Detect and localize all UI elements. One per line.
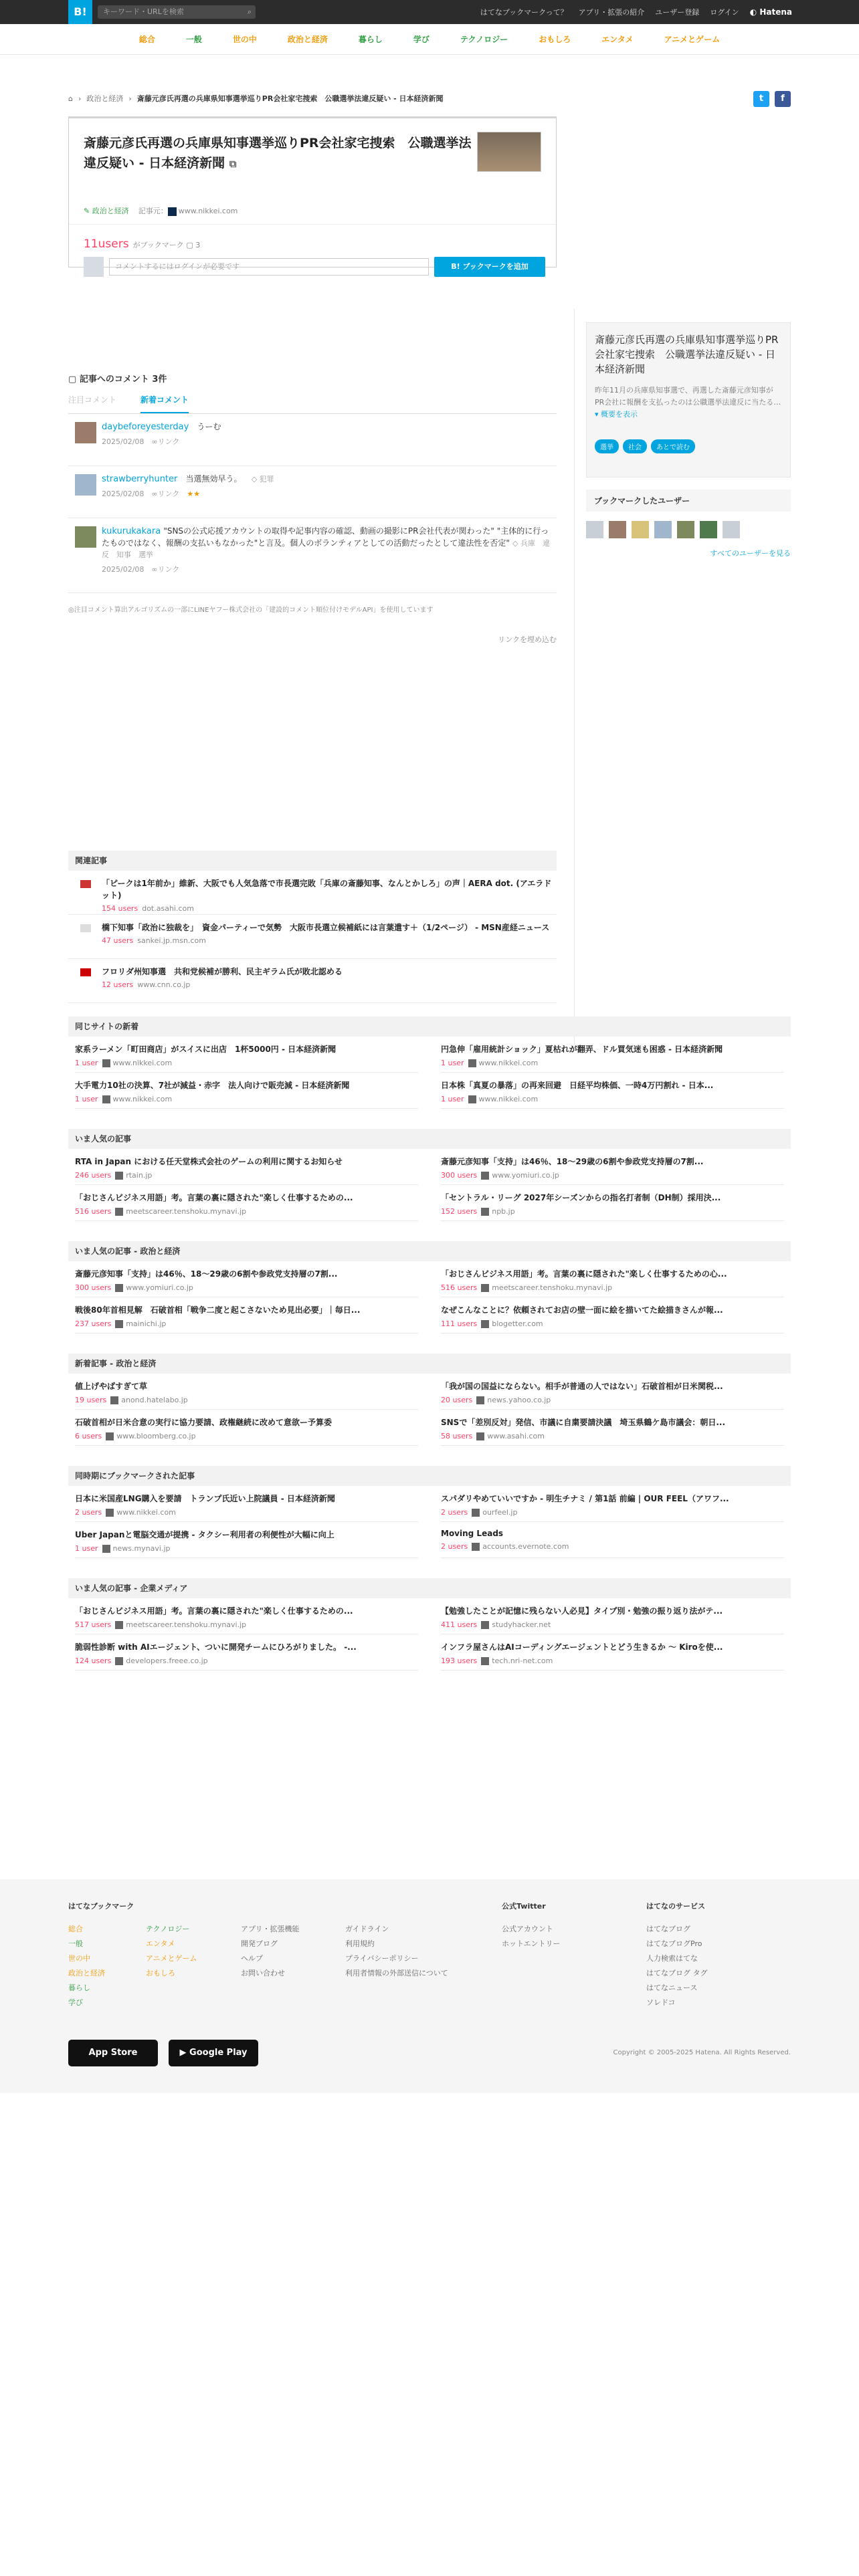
footer-link[interactable]: 公式アカウント bbox=[502, 1925, 553, 1933]
list-item[interactable] bbox=[441, 1185, 784, 1221]
about-link[interactable]: はてなブックマークって？ bbox=[480, 8, 568, 17]
add-bookmark-button[interactable]: B! ブックマークを追加 bbox=[434, 257, 545, 277]
entry-card bbox=[68, 116, 557, 271]
top-navbar bbox=[0, 0, 859, 24]
domain[interactable]: www.nikkei.com bbox=[112, 1059, 173, 1067]
list-item[interactable] bbox=[441, 1073, 784, 1109]
domain[interactable]: ourfeel.jp bbox=[482, 1508, 518, 1517]
sidebar-entry-title[interactable]: 斎藤元彦氏再選の兵庫県知事選挙巡りPR会社家宅捜索 公職選挙法違反疑い - 日本経済新聞 bbox=[595, 334, 779, 375]
avatar[interactable] bbox=[586, 521, 603, 538]
domain[interactable]: blogetter.com bbox=[492, 1319, 543, 1328]
site-favicon-icon bbox=[472, 1543, 480, 1551]
domain[interactable]: meetscareer.tenshoku.mynavi.jp bbox=[126, 1207, 247, 1216]
footer-link[interactable]: エンタメ bbox=[146, 1939, 175, 1948]
tab-ippan[interactable]: 一般 bbox=[185, 35, 202, 44]
site-favicon-icon bbox=[468, 1059, 476, 1067]
users-count[interactable]: 58 users bbox=[441, 1432, 473, 1440]
footer-link[interactable]: テクノロジー bbox=[146, 1925, 190, 1933]
list-item[interactable] bbox=[75, 1037, 418, 1073]
domain[interactable]: anond.hatelabo.jp bbox=[121, 1396, 188, 1404]
google-play-badge[interactable]: ▶ Google Play bbox=[169, 2040, 258, 2066]
comment-user[interactable]: strawberryhunter bbox=[102, 474, 178, 484]
list-item[interactable] bbox=[75, 1149, 418, 1185]
entry-category[interactable]: ✎ 政治と経済 bbox=[84, 207, 129, 215]
users-count[interactable]: 300 users bbox=[441, 1171, 478, 1180]
list-item-title[interactable]: 戦後80年首相見解 石破首相「戦争二度と起こさないため見出必要」｜毎日... bbox=[75, 1305, 361, 1315]
footer bbox=[0, 1879, 859, 2093]
search-input[interactable]: キーワード・URLを検索 ⌕ bbox=[98, 5, 256, 19]
domain[interactable]: www.yomiuri.co.jp bbox=[492, 1171, 559, 1180]
site-favicon-icon bbox=[115, 1621, 123, 1629]
footer-link[interactable]: 開発ブログ bbox=[241, 1939, 278, 1948]
footer-link[interactable]: ソレドコ bbox=[646, 1998, 676, 2007]
domain[interactable]: meetscareer.tenshoku.mynavi.jp bbox=[126, 1620, 247, 1629]
avatar[interactable] bbox=[632, 521, 649, 538]
article-blocks bbox=[68, 1016, 791, 1691]
list-item-title[interactable]: 値上げやばすぎて草 bbox=[75, 1382, 148, 1391]
list-item[interactable]: 橋下知事「政治に独裁を」 資金パーティーで気勢 大阪市長選立候補紙には言葉遣す＋（1/2ページ） - MSN産経ニュース 47 users sankei.jp.msn.com bbox=[68, 915, 557, 959]
users-count[interactable]: 124 users bbox=[75, 1656, 112, 1665]
article-block bbox=[68, 1578, 791, 1671]
users-count[interactable]: 2 users bbox=[75, 1508, 102, 1517]
sidebar-entry-summary bbox=[586, 322, 791, 477]
block-header: いま人気の記事 - 政治と経済 bbox=[68, 1241, 791, 1261]
users-count[interactable]: 2 users bbox=[441, 1542, 468, 1551]
list-item-title[interactable]: Uber Japanと電脳交通が提携 - タクシー利用者の利便性が大幅に向上 bbox=[75, 1530, 335, 1539]
domain[interactable]: www.nikkei.com bbox=[478, 1059, 539, 1067]
site-favicon-icon bbox=[476, 1432, 484, 1440]
users-count[interactable]: 246 users bbox=[75, 1171, 112, 1180]
footer-header: はてなのサービス bbox=[646, 1902, 705, 1911]
users-count[interactable]: 1 user bbox=[75, 1059, 98, 1067]
link-icon[interactable]: ∞ bbox=[151, 565, 158, 574]
breadcrumb-section[interactable]: 政治と経済 bbox=[86, 94, 124, 103]
block-header: いま人気の記事 bbox=[68, 1129, 791, 1149]
list-item-title[interactable]: 斎藤元彦知事「支持」は46％、18～29歳の6割や参政党支持層の7割... bbox=[75, 1269, 338, 1279]
list-item[interactable] bbox=[441, 1261, 784, 1297]
site-favicon-icon bbox=[468, 1095, 476, 1103]
comment-tag[interactable]: ◇ 犯罪 bbox=[251, 475, 274, 484]
domain[interactable]: www.yomiuri.co.jp bbox=[126, 1283, 193, 1292]
footer-link[interactable]: 人力検索はてな bbox=[646, 1954, 698, 1963]
users-count[interactable]: 516 users bbox=[75, 1207, 112, 1216]
apps-link[interactable]: アプリ・拡張の紹介 bbox=[578, 8, 645, 17]
domain[interactable]: tech.nri-net.com bbox=[492, 1656, 553, 1665]
facebook-share-icon[interactable]: f bbox=[775, 91, 791, 107]
link-icon[interactable]: ∞ bbox=[151, 437, 158, 446]
domain[interactable]: www.bloomberg.co.jp bbox=[116, 1432, 196, 1440]
block-header: 同時期にブックマークされた記事 bbox=[68, 1466, 791, 1486]
tab-society[interactable]: 世の中 bbox=[232, 35, 257, 44]
tab-politics[interactable]: 政治と経済 bbox=[287, 35, 328, 44]
list-item-title[interactable]: 石破首相が日米合意の実行に協力要請、政権継続に改めて意欲ー予算委 bbox=[75, 1418, 332, 1427]
footer-header: はてなブックマーク bbox=[68, 1902, 134, 1911]
comment-tag[interactable]: ◇ 兵庫 違反 知事 選挙 bbox=[102, 539, 550, 559]
list-item[interactable] bbox=[75, 1634, 418, 1671]
footer-link[interactable]: ヘルプ bbox=[241, 1954, 263, 1963]
tab-general[interactable]: 総合 bbox=[138, 35, 155, 44]
list-item-title[interactable]: 大手電力10社の決算、7社が減益・赤字 法人向けで販売減 - 日本経済新聞 bbox=[75, 1081, 350, 1090]
list-item[interactable] bbox=[441, 1410, 784, 1446]
users-count[interactable]: 300 users bbox=[75, 1283, 112, 1292]
bookmarked-users-header: ブックマークしたユーザー bbox=[586, 490, 791, 512]
tab-new-comments[interactable]: 新着コメント bbox=[140, 394, 189, 413]
comment-input[interactable]: コメントするにはログインが必要です bbox=[109, 258, 429, 276]
list-item[interactable] bbox=[75, 1374, 418, 1410]
site-favicon-icon bbox=[115, 1657, 123, 1665]
domain[interactable]: www.nikkei.com bbox=[116, 1508, 176, 1517]
footer-link[interactable]: アプリ・拡張機能 bbox=[241, 1925, 300, 1933]
domain[interactable]: mainichi.jp bbox=[126, 1319, 167, 1328]
comments-section bbox=[68, 372, 557, 645]
site-favicon-icon bbox=[481, 1657, 489, 1665]
site-favicon-icon bbox=[106, 1432, 114, 1440]
tag-badge[interactable]: 選挙 bbox=[595, 439, 619, 453]
domain[interactable]: developers.freee.co.jp bbox=[126, 1656, 208, 1665]
related-articles bbox=[68, 851, 557, 1003]
users-count[interactable]: 20 users bbox=[441, 1396, 473, 1404]
site-favicon-icon bbox=[472, 1509, 480, 1517]
list-item[interactable] bbox=[441, 1598, 784, 1634]
footer-link[interactable]: 利用者情報の外部送信について bbox=[345, 1969, 448, 1977]
list-item[interactable]: 「ピークは1年前か」維新、大阪でも人気急落で市長選完敗「兵庫の斎藤知事、なんとかしろ」の声｜AERA dot. (アエラドット) 154 users dot.asahi.com bbox=[68, 871, 557, 915]
site-favicon-icon bbox=[481, 1208, 489, 1216]
footer-link[interactable]: 利用規約 bbox=[345, 1939, 375, 1948]
domain[interactable]: news.yahoo.co.jp bbox=[487, 1396, 551, 1404]
article-block bbox=[68, 1354, 791, 1446]
footer-header: 公式Twitter bbox=[502, 1902, 546, 1911]
show-summary-link[interactable]: ▾ 概要を表示 bbox=[595, 410, 638, 419]
footer-link[interactable]: はてなニュース bbox=[646, 1983, 698, 1992]
site-favicon-icon bbox=[115, 1172, 123, 1180]
site-favicon-icon bbox=[481, 1172, 489, 1180]
tag-badge[interactable]: あとで読む bbox=[651, 439, 695, 453]
comments-header: ▢ 記事へのコメント 3件 bbox=[68, 374, 167, 385]
list-item[interactable] bbox=[75, 1486, 418, 1522]
sidebar-entry-desc: 昨年11月の兵庫県知事選で、再選した斎藤元彦知事がPR会社に報酬を支払ったのは公職選挙法違反に当たる… ▾ 概要を表示 bbox=[595, 386, 781, 419]
domain[interactable]: news.mynavi.jp bbox=[112, 1544, 171, 1553]
users-count[interactable]: 193 users bbox=[441, 1656, 478, 1665]
tab-entame[interactable]: エンタメ bbox=[601, 35, 634, 44]
hatena-brand-link[interactable]: ◐ Hatena bbox=[749, 7, 792, 17]
list-item-title[interactable]: 【勉強したことが記憶に残らない人必見】タイプ別・勉強の振り返り法がテ... bbox=[441, 1606, 723, 1616]
list-item-title[interactable]: 脆弱性診断 with AIエージェント、ついに開発チームにひろがりました。 -... bbox=[75, 1642, 357, 1652]
list-item-title[interactable]: 「セントラル・リーグ 2027年シーズンからの指名打者制（DH制）採用決... bbox=[441, 1193, 721, 1202]
domain[interactable]: www.nikkei.com bbox=[112, 1095, 173, 1103]
site-favicon-icon bbox=[80, 924, 91, 932]
avatar bbox=[84, 257, 104, 277]
star-rating[interactable]: ★★ bbox=[187, 490, 201, 498]
sidebar bbox=[586, 322, 791, 558]
list-item[interactable] bbox=[441, 1374, 784, 1410]
domain[interactable]: studyhacker.net bbox=[492, 1620, 551, 1629]
site-favicon-icon bbox=[102, 1095, 110, 1103]
domain[interactable]: www.nikkei.com bbox=[478, 1095, 539, 1103]
list-item[interactable] bbox=[75, 1073, 418, 1109]
footer-link[interactable]: 政治と経済 bbox=[68, 1969, 105, 1977]
site-favicon-icon bbox=[110, 1396, 118, 1404]
list-item-title[interactable]: インフラ屋さんはAIコーディングエージェントとどう生きるか ～ Kiroを使... bbox=[441, 1642, 723, 1652]
comment-item: kukurukakara "SNSの公式応援アカウントの取得や記事内容の確認、動画の撮影にPR会社代表が関わった" "主体的に行ったものではなく、報酬の支払いもなかった"と言及。個人のボランティアとしての活動だったとして違法性を否定" ◇ 兵庫 違反 知事 選挙 2025/02/08 ∞リンク bbox=[68, 518, 557, 593]
entry-title[interactable]: 斎藤元彦氏再選の兵庫県知事選挙巡りPR会社家宅捜索 公職選挙法違反疑い - 日本経済新聞 ⧉ bbox=[84, 136, 472, 171]
source-label: 記事元： bbox=[138, 207, 168, 215]
list-item-title[interactable]: 日本に米国産LNG購入を要請 トランプ氏近い上院議員 - 日本経済新聞 bbox=[75, 1494, 335, 1503]
link-icon[interactable]: ∞ bbox=[151, 490, 158, 498]
list-item-title[interactable]: 家系ラーメン「町田商店」がスイスに出店 1杯5000円 - 日本経済新聞 bbox=[75, 1045, 337, 1054]
footer-link[interactable]: 総合 bbox=[68, 1925, 83, 1933]
nikkei-favicon-icon bbox=[168, 207, 177, 216]
list-item[interactable] bbox=[75, 1297, 418, 1333]
avatar[interactable] bbox=[700, 521, 717, 538]
footer-link[interactable]: はてなブログ タグ bbox=[646, 1969, 708, 1977]
site-favicon-icon bbox=[476, 1396, 484, 1404]
footer-link[interactable]: アニメとゲーム bbox=[146, 1954, 197, 1963]
footer-link[interactable]: おもしろ bbox=[146, 1969, 175, 1977]
list-item[interactable] bbox=[75, 1410, 418, 1446]
twitter-share-icon[interactable]: t bbox=[753, 91, 769, 107]
footer-link[interactable]: 学び bbox=[68, 1998, 83, 2007]
app-store-badge[interactable]: App Store bbox=[68, 2040, 158, 2066]
avatar[interactable] bbox=[75, 526, 96, 548]
list-item-title[interactable]: 斎藤元彦知事「支持」は46％、18～29歳の6割や参政党支持層の7割... bbox=[441, 1157, 704, 1166]
article-block bbox=[68, 1466, 791, 1558]
block-header: 新着記事 - 政治と経済 bbox=[68, 1354, 791, 1374]
list-item-title[interactable]: 「おじさんビジネス用語」考。言葉の裏に隠された"楽しく仕事するための心... bbox=[441, 1269, 727, 1279]
site-favicon-icon bbox=[106, 1509, 114, 1517]
related-header: 関連記事 bbox=[68, 851, 557, 871]
users-count[interactable]: 1 user bbox=[75, 1095, 98, 1103]
avatar[interactable] bbox=[75, 422, 96, 443]
list-item-title[interactable]: 円急伸「雇用統計ショック」夏枯れが翻弄、ドル買気迷も困惑 - 日本経済新聞 bbox=[441, 1045, 723, 1054]
breadcrumb-current: 斎藤元彦氏再選の兵庫県知事選挙巡りPR会社家宅捜索 公職選挙法違反疑い - 日本経済新聞 bbox=[136, 94, 444, 103]
tab-fun[interactable]: おもしろ bbox=[539, 35, 571, 44]
tab-learn[interactable]: 学び bbox=[413, 35, 430, 44]
domain[interactable]: accounts.evernote.com bbox=[482, 1542, 569, 1551]
list-item-title[interactable]: 「我が国の国益にならない。相手が普通の人ではない」石破首相が日米関税... bbox=[441, 1382, 723, 1391]
users-count[interactable]: 237 users bbox=[75, 1319, 112, 1328]
block-header: 同じサイトの新着 bbox=[68, 1016, 791, 1037]
comment-body: うーむ bbox=[197, 422, 221, 431]
list-item[interactable] bbox=[75, 1598, 418, 1634]
list-item-title[interactable]: SNSで「差別反対」発信、市議に自粛要請決議 埼玉県鶴ケ島市議会：朝日... bbox=[441, 1418, 726, 1427]
comment-user[interactable]: daybeforeyesterday bbox=[102, 422, 189, 432]
list-item[interactable] bbox=[75, 1522, 418, 1558]
list-item[interactable]: フロリダ州知事選 共和党候補が勝利、民主ギラム氏が敗北認める 12 users www.cnn.co.jp bbox=[68, 959, 557, 1003]
comment-user[interactable]: kukurukakara bbox=[102, 526, 161, 536]
list-item-title[interactable]: 「おじさんビジネス用語」考。言葉の裏に隠された"楽しく仕事するための... bbox=[75, 1606, 353, 1616]
embed-link[interactable]: リンクを埋め込む bbox=[498, 635, 557, 644]
home-icon[interactable]: ⌂ bbox=[68, 94, 73, 103]
bookmark-users-count[interactable]: 11users がブックマーク ▢ 3 bbox=[84, 237, 201, 251]
tag-badge[interactable]: 社会 bbox=[623, 439, 647, 453]
category-nav bbox=[0, 24, 859, 55]
breadcrumb: ⌂ › 政治と経済 › 斎藤元彦氏再選の兵庫県知事選挙巡りPR会社家宅捜索 公職選挙法違反疑い - 日本経済新聞 t f bbox=[68, 91, 791, 106]
domain[interactable]: www.asahi.com bbox=[487, 1432, 545, 1440]
list-item[interactable] bbox=[441, 1634, 784, 1671]
list-item[interactable] bbox=[441, 1486, 784, 1522]
users-count[interactable]: 2 users bbox=[441, 1508, 468, 1517]
entry-thumbnail[interactable] bbox=[477, 132, 541, 172]
domain[interactable]: rtain.jp bbox=[126, 1171, 153, 1180]
list-item[interactable] bbox=[75, 1185, 418, 1221]
article-block bbox=[68, 1016, 791, 1109]
footer-link[interactable]: プライバシーポリシー bbox=[345, 1954, 419, 1963]
block-header: いま人気の記事 - 企業メディア bbox=[68, 1578, 791, 1598]
users-count[interactable]: 1 user bbox=[441, 1095, 464, 1103]
comment-item: strawberryhunter 当選無効早う。 ◇ 犯罪 2025/02/08 ∞リンク ★★ bbox=[68, 466, 557, 518]
footer-link[interactable]: ホットエントリー bbox=[502, 1939, 561, 1948]
users-count[interactable]: 19 users bbox=[75, 1396, 107, 1404]
external-link-icon[interactable]: ⧉ bbox=[229, 158, 237, 170]
list-item[interactable] bbox=[75, 1261, 418, 1297]
footer-link[interactable]: お問い合わせ bbox=[241, 1969, 285, 1977]
list-item-title[interactable]: Moving Leads bbox=[441, 1529, 504, 1538]
domain[interactable]: meetscareer.tenshoku.mynavi.jp bbox=[492, 1283, 613, 1292]
copyright: Copyright © 2005-2025 Hatena. All Rights Reserved. bbox=[613, 2049, 791, 2056]
algorithm-note: ◎注目コメント算出アルゴリズムの一部にLINEヤフー株式会社の「建設的コメント順位付けモデルAPI」を使用しています bbox=[68, 607, 434, 614]
list-item-title[interactable]: 「おじさんビジネス用語」考。言葉の裏に隠された"楽しく仕事するための... bbox=[75, 1193, 353, 1202]
users-count[interactable]: 517 users bbox=[75, 1620, 112, 1629]
footer-link[interactable]: 一般 bbox=[68, 1939, 83, 1948]
comment-item: daybeforeyesterday うーむ 2025/02/08 ∞リンク bbox=[68, 414, 557, 466]
footer-link[interactable]: 暮らし bbox=[68, 1983, 90, 1992]
hatena-bookmark-logo[interactable]: B! bbox=[68, 0, 92, 24]
users-count[interactable]: 411 users bbox=[441, 1620, 478, 1629]
site-favicon-icon bbox=[115, 1320, 123, 1328]
list-item-title[interactable]: RTA in Japan における任天堂株式会社のゲームの利用に関するお知らせ bbox=[75, 1157, 343, 1166]
tab-life[interactable]: 暮らし bbox=[358, 35, 383, 44]
all-users-link[interactable]: すべてのユーザーを見る bbox=[710, 549, 791, 558]
site-favicon-icon bbox=[80, 968, 91, 976]
domain[interactable]: npb.jp bbox=[492, 1207, 515, 1216]
login-link[interactable]: ログイン bbox=[710, 8, 739, 17]
signup-link[interactable]: ユーザー登録 bbox=[655, 8, 700, 17]
list-item-title[interactable]: なぜこんなことに？依頼されてお店の壁一面に絵を描いてた絵描きさんが報... bbox=[441, 1305, 723, 1315]
users-count[interactable]: 1 user bbox=[441, 1059, 464, 1067]
site-favicon-icon bbox=[102, 1545, 110, 1553]
list-item[interactable] bbox=[441, 1522, 784, 1558]
comment-body: "SNSの公式応援アカウントの取得や記事内容の確認、動画の撮影にPR会社代表が関わった" "主体的に行ったものではなく、報酬の支払いもなかった"と言及。個人のボランティアとしての活動だったとして違法性を否定" bbox=[102, 526, 549, 548]
comment-icon: ▢ bbox=[186, 241, 193, 249]
article-block bbox=[68, 1241, 791, 1333]
users-count[interactable]: 152 users bbox=[441, 1207, 478, 1216]
users-count[interactable]: 111 users bbox=[441, 1319, 478, 1328]
list-item[interactable] bbox=[441, 1037, 784, 1073]
footer-link[interactable]: はてなブログ bbox=[646, 1925, 690, 1933]
avatar[interactable] bbox=[609, 521, 626, 538]
footer-link[interactable]: 世の中 bbox=[68, 1954, 90, 1963]
site-favicon-icon bbox=[481, 1621, 489, 1629]
list-item[interactable] bbox=[441, 1149, 784, 1185]
avatar[interactable] bbox=[75, 474, 96, 496]
entry-source[interactable]: www.nikkei.com bbox=[178, 207, 238, 215]
avatar[interactable] bbox=[654, 521, 672, 538]
list-item-title[interactable]: 日本株「真夏の暴落」の再来回避 日経平均株価、一時4万円割れ - 日本... bbox=[441, 1081, 714, 1090]
tab-anime[interactable]: アニメとゲーム bbox=[664, 35, 721, 44]
site-favicon-icon bbox=[481, 1284, 489, 1292]
tab-popular-comments[interactable]: 注目コメント bbox=[68, 395, 117, 405]
footer-link[interactable]: ガイドライン bbox=[345, 1925, 389, 1933]
list-item[interactable] bbox=[441, 1297, 784, 1333]
site-favicon-icon bbox=[481, 1320, 489, 1328]
users-count[interactable]: 516 users bbox=[441, 1283, 478, 1292]
footer-link[interactable]: はてなブログPro bbox=[646, 1939, 702, 1948]
search-icon[interactable]: ⌕ bbox=[247, 7, 252, 16]
tab-tech[interactable]: テクノロジー bbox=[460, 35, 508, 44]
avatar[interactable] bbox=[723, 521, 740, 538]
list-item-title[interactable]: スパダリやめていいですか - 明生チナミ / 第1話 前編 | OUR FEEL（アワフ... bbox=[441, 1494, 729, 1503]
article-block bbox=[68, 1129, 791, 1221]
site-favicon-icon bbox=[80, 880, 91, 888]
site-favicon-icon bbox=[102, 1059, 110, 1067]
avatar[interactable] bbox=[677, 521, 694, 538]
site-favicon-icon bbox=[115, 1284, 123, 1292]
users-count[interactable]: 6 users bbox=[75, 1432, 102, 1440]
users-count[interactable]: 1 user bbox=[75, 1544, 98, 1553]
site-favicon-icon bbox=[115, 1208, 123, 1216]
comment-body: 当選無効早う。 bbox=[185, 474, 242, 484]
